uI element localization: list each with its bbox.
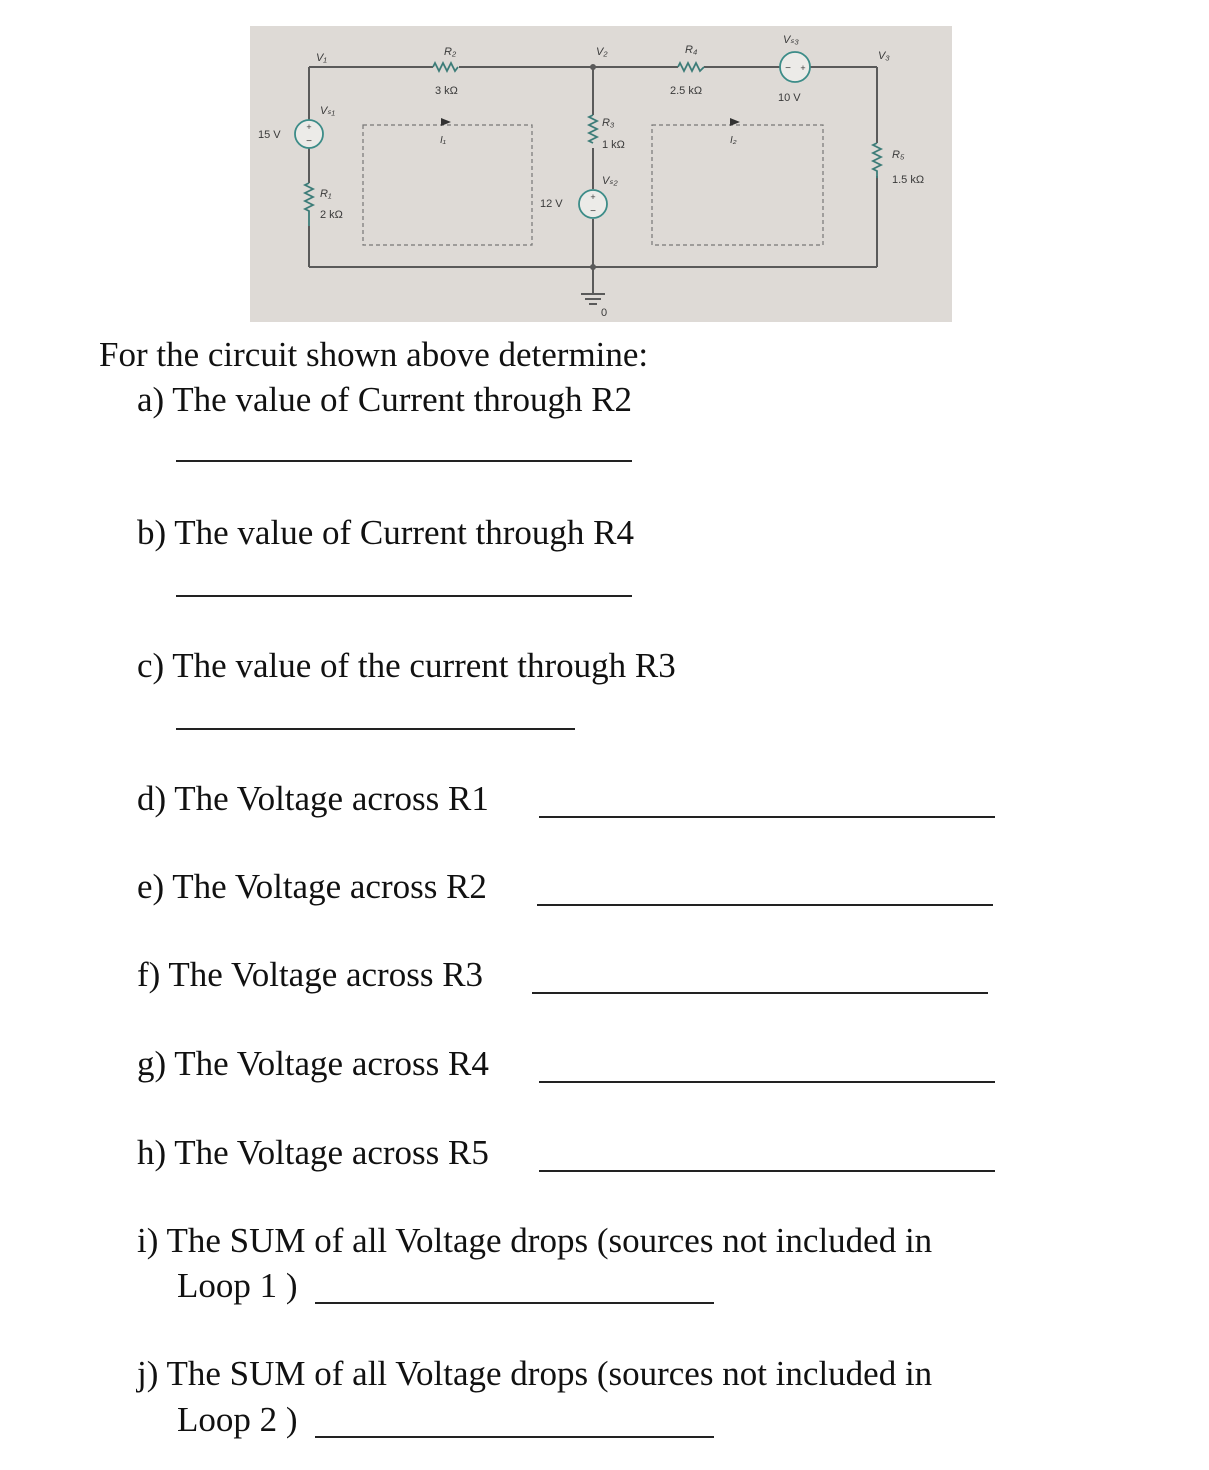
svg-text:−: −	[306, 136, 312, 147]
label-r4-value: 2.5 kΩ	[670, 85, 703, 97]
question-f: f) The Voltage across R3	[137, 955, 484, 994]
label-v2: V₂	[596, 46, 608, 58]
question-g: g) The Voltage across R4	[137, 1044, 489, 1083]
circuit-diagram	[250, 26, 952, 322]
question-i: i) The SUM of all Voltage drops (sources not included in	[137, 1221, 933, 1260]
label-i1: I₁	[440, 135, 446, 146]
svg-text:+: +	[306, 122, 312, 132]
voltage-source-vs3-icon	[780, 52, 810, 82]
question-j-continued: Loop 2 )	[177, 1400, 298, 1439]
label-r2-value: 3 kΩ	[435, 85, 458, 97]
label-12v: 12 V	[540, 198, 563, 210]
label-v1: V₁	[316, 52, 327, 64]
label-r4: R₄	[685, 44, 698, 56]
question-i-continued: Loop 1 )	[177, 1266, 298, 1305]
label-r1-value: 2 kΩ	[320, 209, 343, 221]
answer-blank-a[interactable]	[176, 460, 632, 462]
label-ground-zero: 0	[601, 307, 608, 319]
label-vs3: Vₛ₃	[783, 34, 799, 46]
svg-text:−: −	[785, 63, 791, 74]
label-15v: 15 V	[258, 129, 281, 141]
diagram-background	[250, 26, 952, 322]
question-a: a) The value of Current through R2	[137, 380, 633, 419]
answer-blank-b[interactable]	[176, 595, 632, 597]
answer-blank-d[interactable]	[539, 816, 995, 818]
label-r2: R₂	[444, 46, 457, 58]
answer-blank-j[interactable]	[315, 1436, 714, 1438]
label-r5-value: 1.5 kΩ	[892, 174, 925, 186]
svg-text:+: +	[590, 192, 596, 202]
answer-blank-f[interactable]	[532, 992, 988, 994]
label-v3: V₃	[878, 50, 890, 62]
label-r3: R₃	[602, 117, 615, 129]
label-i2: I₂	[730, 135, 737, 146]
question-e: e) The Voltage across R2	[137, 867, 487, 906]
answer-blank-c[interactable]	[176, 728, 575, 730]
label-r5: R₅	[892, 149, 905, 161]
label-vs1: Vₛ₁	[320, 105, 335, 117]
node-v2	[590, 64, 596, 70]
label-10v: 10 V	[778, 92, 801, 104]
question-b: b) The value of Current through R4	[137, 513, 635, 552]
label-r3-value: 1 kΩ	[602, 139, 625, 151]
voltage-source-vs1-icon	[295, 120, 323, 148]
label-r1: R₁	[320, 188, 332, 200]
svg-text:−: −	[590, 206, 596, 217]
intro-text: For the circuit shown above determine:	[99, 335, 649, 374]
answer-blank-i[interactable]	[315, 1302, 714, 1304]
question-c: c) The value of the current through R3	[137, 646, 676, 685]
node-ground	[590, 264, 596, 270]
answer-blank-g[interactable]	[539, 1081, 995, 1083]
question-j: j) The SUM of all Voltage drops (sources not included in	[137, 1354, 933, 1393]
question-h: h) The Voltage across R5	[137, 1133, 489, 1172]
voltage-source-vs2-icon	[579, 190, 607, 218]
question-d: d) The Voltage across R1	[137, 779, 489, 818]
label-vs2: Vₛ₂	[602, 175, 618, 187]
answer-blank-h[interactable]	[539, 1170, 995, 1172]
svg-text:+: +	[800, 63, 806, 73]
answer-blank-e[interactable]	[537, 904, 993, 906]
